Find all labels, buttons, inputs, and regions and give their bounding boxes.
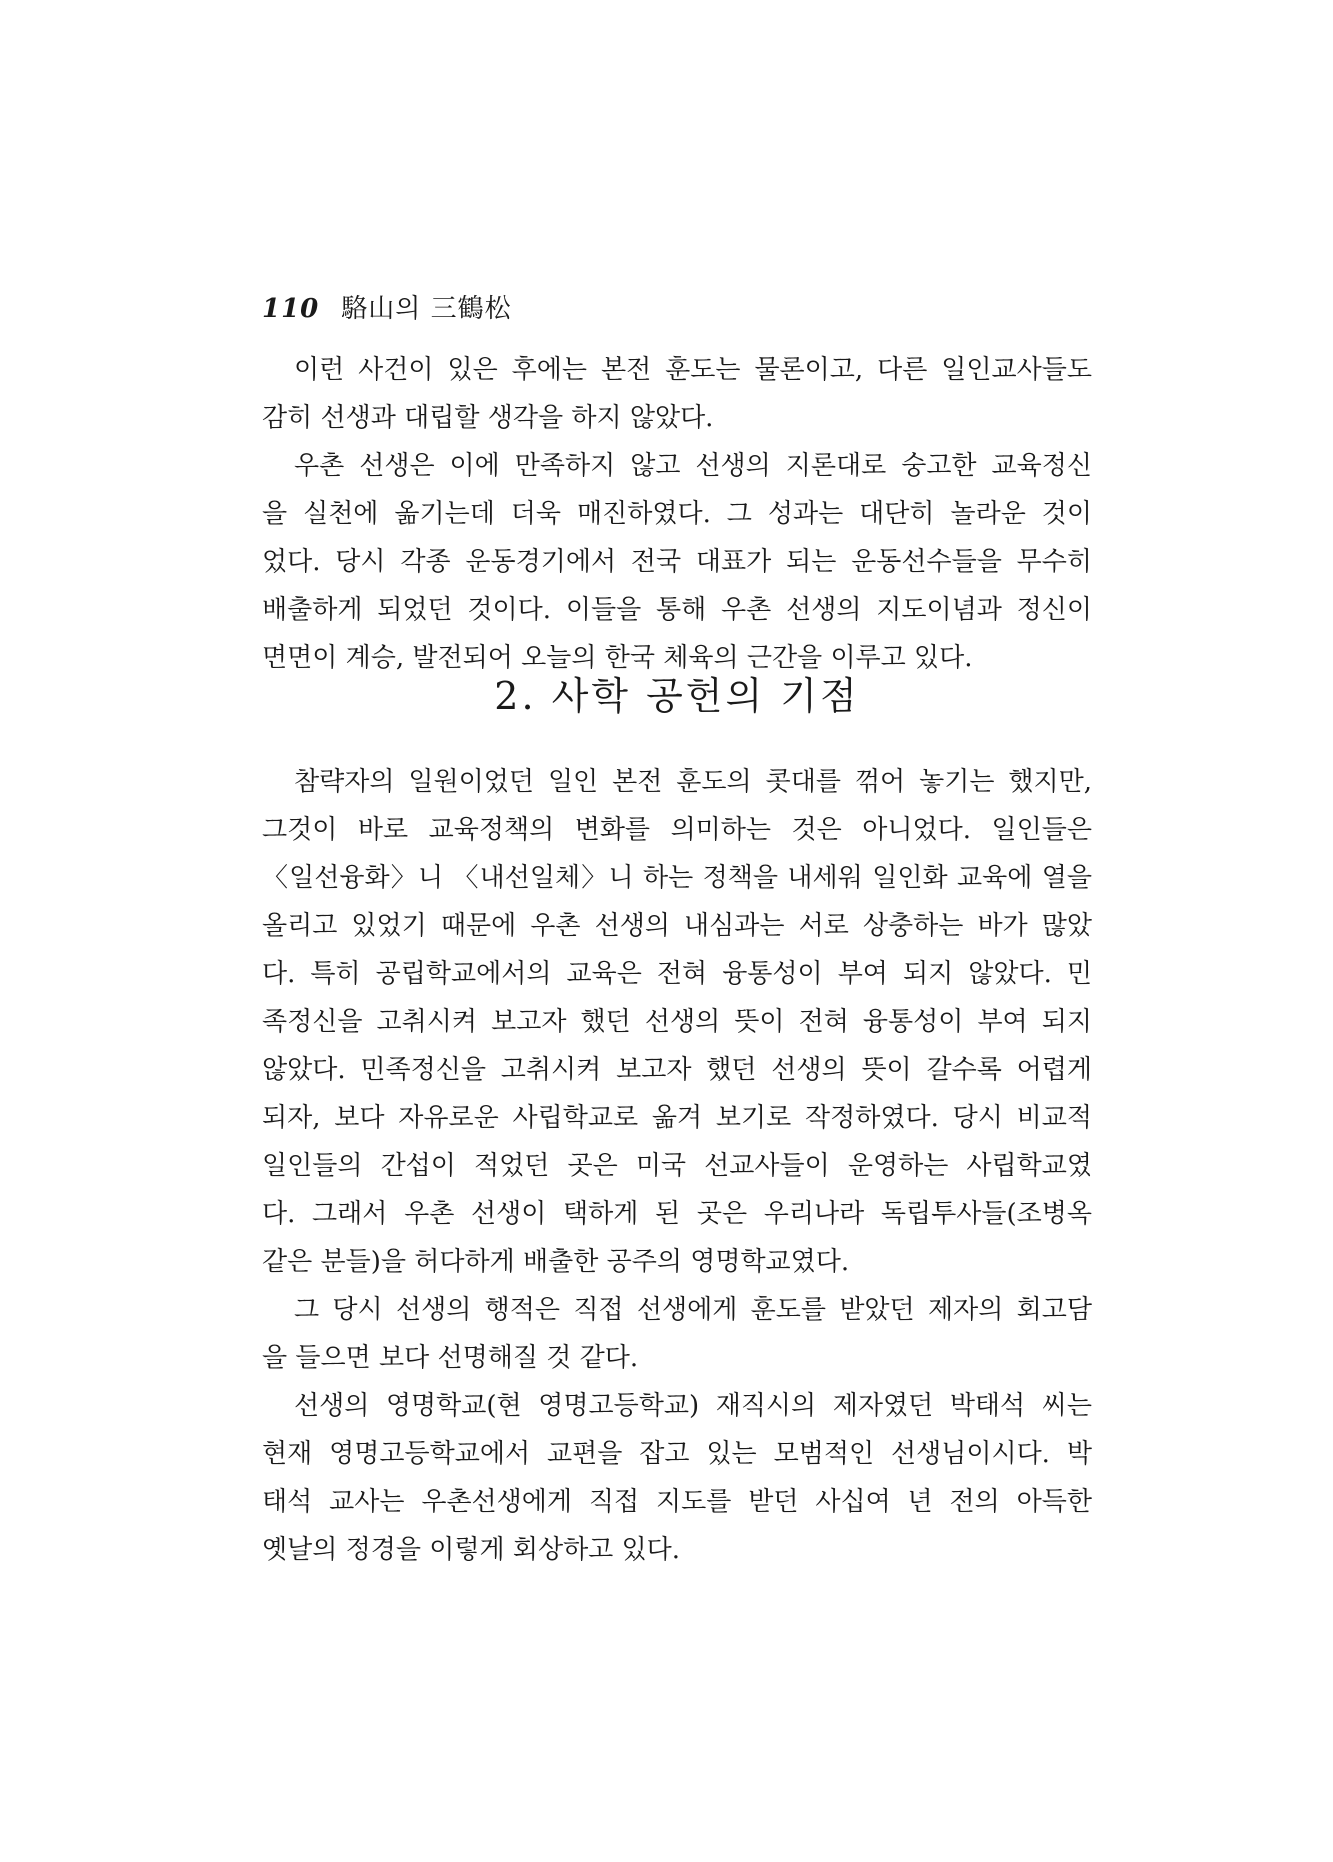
text-line: 않았다. 민족정신을 고취시켜 보고자 했던 선생의 뜻이 갈수록 어렵게: [262, 1055, 1092, 1085]
text-line: 다. 그래서 우촌 선생이 택하게 된 곳은 우리나라 독립투사들(조병옥: [262, 1199, 1092, 1229]
text-line: 같은 분들)을 허다하게 배출한 공주의 영명학교였다.: [262, 1247, 850, 1277]
text-line: 그 당시 선생의 행적은 직접 선생에게 훈도를 받았던 제자의 회고담: [294, 1295, 1092, 1325]
text-line: 〈일선융화〉니 〈내선일체〉니 하는 정책을 내세워 일인화 교육에 열을: [262, 863, 1092, 893]
text-line: 태석 교사는 우촌선생에게 직접 지도를 받던 사십여 년 전의 아득한: [262, 1487, 1092, 1517]
text-line: 면면이 계승, 발전되어 오늘의 한국 체육의 근간을 이루고 있다.: [262, 643, 973, 673]
text-line: 그것이 바로 교육정책의 변화를 의미하는 것은 아니었다. 일인들은: [262, 815, 1092, 845]
text-line: 을 실천에 옮기는데 더욱 매진하였다. 그 성과는 대단히 놀라운 것이: [262, 499, 1092, 529]
text-line: 참략자의 일원이었던 일인 본전 훈도의 콧대를 꺾어 놓기는 했지만,: [294, 767, 1092, 797]
section-title: 2. 사학 공헌의 기점: [494, 674, 860, 718]
text-line: 선생의 영명학교(현 영명고등학교) 재직시의 제자였던 박태석 씨는: [294, 1391, 1092, 1421]
page-number: 110: [262, 294, 320, 324]
text-line: 일인들의 간섭이 적었던 곳은 미국 선교사들이 운영하는 사립학교였: [262, 1151, 1092, 1181]
text-line: 었다. 당시 각종 운동경기에서 전국 대표가 되는 운동선수들을 무수히: [262, 547, 1092, 577]
text-line: 현재 영명고등학교에서 교편을 잡고 있는 모범적인 선생님이시다. 박: [262, 1439, 1092, 1469]
running-header: [262, 288, 512, 325]
text-line: 배출하게 되었던 것이다. 이들을 통해 우촌 선생의 지도이념과 정신이: [262, 595, 1092, 625]
section-2-body: [262, 758, 1092, 1574]
text-line: 감히 선생과 대립할 생각을 하지 않았다.: [262, 403, 714, 433]
text-line: 되자, 보다 자유로운 사립학교로 옮겨 보기로 작정하였다. 당시 비교적: [262, 1103, 1092, 1133]
text-line: 이런 사건이 있은 후에는 본전 훈도는 물론이고, 다른 일인교사들도: [294, 355, 1092, 385]
text-line: 족정신을 고취시켜 보고자 했던 선생의 뜻이 전혀 융통성이 부여 되지: [262, 1007, 1092, 1037]
text-line: 다. 특히 공립학교에서의 교육은 전혀 융통성이 부여 되지 않았다. 민: [262, 959, 1092, 989]
text-line: 우촌 선생은 이에 만족하지 않고 선생의 지론대로 숭고한 교육정신: [294, 451, 1092, 481]
section-1-body: [262, 346, 1092, 682]
text-line: 옛날의 정경을 이렇게 회상하고 있다.: [262, 1535, 681, 1565]
text-line: 올리고 있었기 때문에 우촌 선생의 내심과는 서로 상충하는 바가 많았: [262, 911, 1092, 941]
book-title: 駱山의 三鶴松: [341, 294, 512, 324]
text-line: 을 들으면 보다 선명해질 것 같다.: [262, 1343, 639, 1373]
